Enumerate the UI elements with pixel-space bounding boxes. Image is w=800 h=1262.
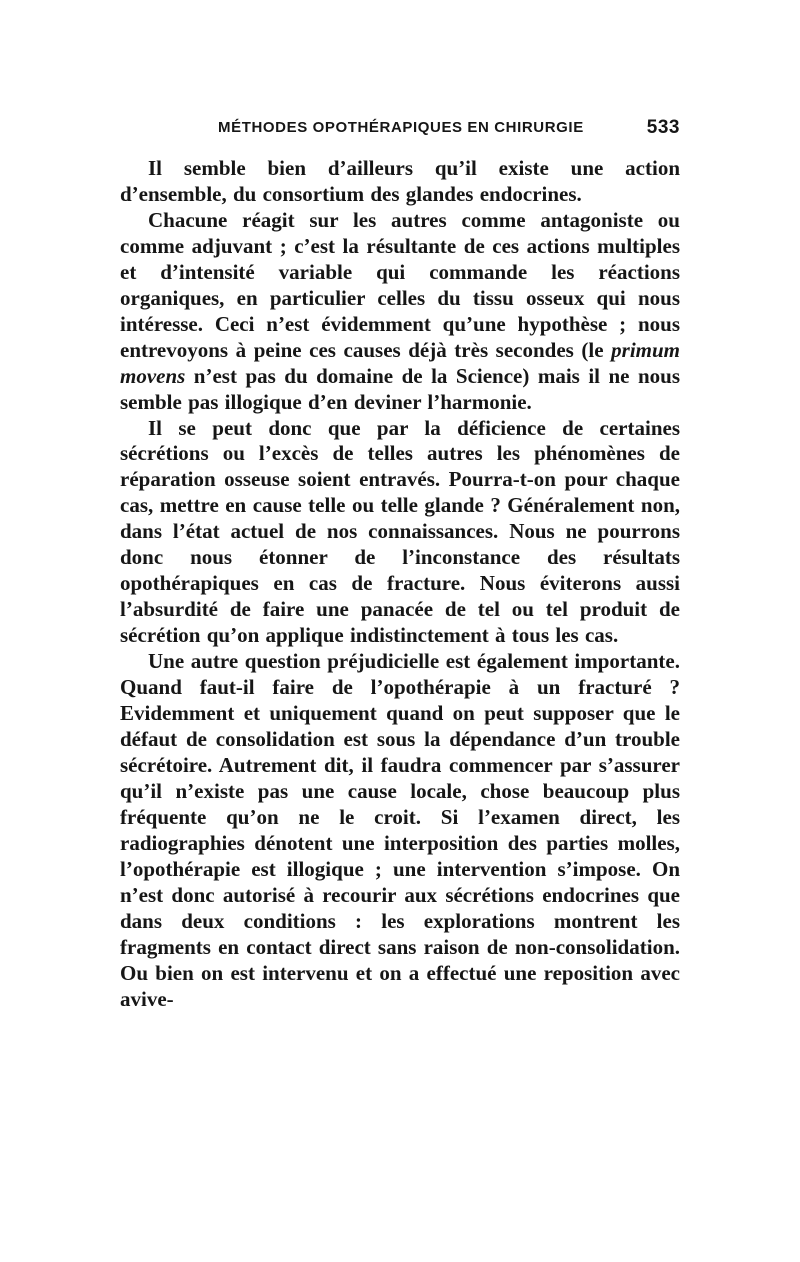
latin-phrase: primum movens: [120, 337, 680, 388]
paragraph-2: [120, 208, 680, 416]
paragraph-3: Il se peut donc que par la déficience de certaines sécrétions ou l’excès de telles autres les phénomènes de réparation osseuse soient entravés. Pourra-t-on pour chaque cas, mettre en cause telle ou telle glande ? Généralement non, dans l’état actuel de nos connaissances. Nous ne pourrons donc nous étonner de l’inconstance des résultats opothérapiques en cas de fracture. Nous éviterons aussi l’absurdité de faire une panacée de tel ou tel produit de sécrétion qu’on applique indistinctement à tous les cas.: [120, 415, 680, 648]
body-text: [120, 156, 680, 1012]
paragraph-4: Une autre question préjudicielle est également importante. Quand faut-il faire de l’opothérapie à un fracturé ? Evidemment et uniquement quand on peut supposer que le défaut de consolidation est sous la dépendance d’un trouble sécrétoire. Autrement dit, il faudra commencer par s’assurer qu’il n’existe pas une cause locale, chose beaucoup plus fréquente qu’on ne le croit. Si l’examen direct, les radiographies dénotent une interposition des parties molles, l’opothérapie est illogique ; une intervention s’impose. On n’est donc autorisé à recourir aux sécrétions endocrines que dans deux conditions : les explorations montrent les fragments en contact direct sans raison de non-consolidation. Ou bien on est intervenu et on a effectué une reposition avec avive-: [120, 649, 680, 1011]
paragraph-2-text-after-italic: n’est pas du domaine de la Science) mais il ne nous semble pas illogique d’en deviner l’harmonie.: [120, 363, 680, 414]
paragraph-1: Il semble bien d’ailleurs qu’il existe une action d’ensemble, du consortium des glandes endocrines.: [120, 156, 680, 206]
page-number: 533: [646, 117, 680, 138]
running-title: MÉTHODES OPOTHÉRAPIQUES EN CHIRURGIE: [218, 119, 584, 136]
running-head: [120, 119, 680, 143]
paragraph-2-text-before-italic: Chacune réagit sur les autres comme antagoniste ou comme adjuvant ; c’est la résultante de ces actions multiples et d’intensité variable qui commande les réactions organiques, en particulier celles du tissu osseux qui nous intéresse. Ceci n’est évidemment qu’une hypothèse ; nous entrevoyons à peine ces causes déjà très secondes (le: [120, 207, 680, 362]
